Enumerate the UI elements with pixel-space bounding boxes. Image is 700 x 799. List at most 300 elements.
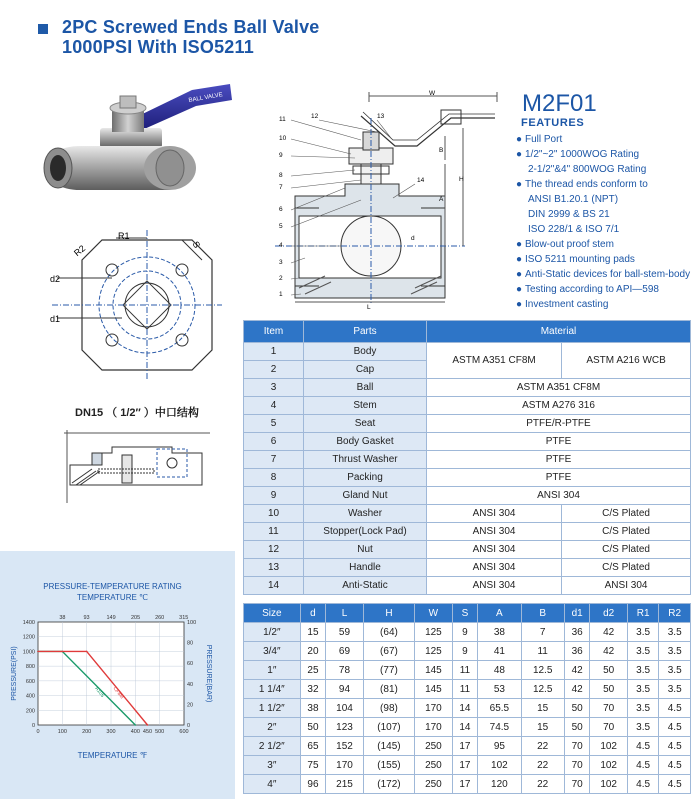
top-tick-label: 260: [155, 615, 165, 621]
table-cell: 3/4″: [244, 642, 301, 661]
callout-13: 13: [377, 113, 385, 120]
feature-item: [515, 192, 700, 207]
header-cell: B: [521, 604, 564, 623]
table-cell: Stem: [304, 397, 427, 415]
table-cell: 8: [244, 469, 304, 487]
feature-text: 2-1/2"&4" 800WOG Rating: [528, 164, 647, 175]
table-cell: 170: [415, 718, 452, 737]
table-cell: Seat: [304, 415, 427, 433]
features-title: FEATURES: [521, 117, 585, 129]
x-tick-label: 0: [36, 729, 40, 735]
feature-text: 1/2"~2" 1000WOG Rating: [525, 149, 640, 160]
bullet-icon: ●: [516, 269, 523, 280]
table-cell: 14: [452, 699, 478, 718]
table-cell: 3.5: [659, 623, 691, 642]
table-cell: 48: [478, 661, 521, 680]
table-cell: 4″: [244, 775, 301, 794]
table-cell: 13: [244, 559, 304, 577]
table-cell: C/S Plated: [562, 505, 691, 523]
table-cell: 102: [590, 756, 627, 775]
table-cell: 50: [590, 661, 627, 680]
feature-text: The thread ends conform to: [525, 179, 648, 190]
table-cell: C/S Plated: [562, 559, 691, 577]
table-row: [244, 541, 691, 559]
table-cell: ASTM A351 CF8M: [427, 343, 562, 379]
y-tick-label: 400: [25, 693, 35, 700]
header-cell: W: [415, 604, 452, 623]
header-cell: d: [300, 604, 326, 623]
table-cell: 7: [244, 451, 304, 469]
y-tick-label: 600: [25, 678, 35, 685]
feature-item: [515, 177, 700, 192]
table-cell: 1 1/4″: [244, 680, 301, 699]
table-cell: 152: [326, 737, 363, 756]
table-cell: (145): [363, 737, 415, 756]
table-row: [244, 775, 691, 794]
table-row: [244, 623, 691, 642]
table-cell: 4.5: [627, 775, 659, 794]
table-cell: 4.5: [659, 699, 691, 718]
x-tick-label: 500: [155, 729, 165, 735]
bullet-icon: ●: [516, 254, 523, 265]
material-table: [243, 320, 691, 595]
label-d2: d2: [50, 274, 61, 284]
table-cell: 22: [521, 756, 564, 775]
callout-number: 5: [279, 223, 283, 230]
table-cell: Ball: [304, 379, 427, 397]
x-tick-label: 450: [142, 729, 153, 735]
table-cell: 53: [478, 680, 521, 699]
data-point: [147, 724, 149, 726]
table-cell: 125: [415, 642, 452, 661]
table-cell: 3.5: [659, 680, 691, 699]
feature-text: ISO 228/1 & ISO 7/1: [528, 224, 620, 235]
y-tick-label: 1400: [22, 620, 35, 626]
table-cell: 9: [244, 487, 304, 505]
table-cell: 65: [300, 737, 326, 756]
table-row: [244, 487, 691, 505]
table-cell: ASTM A216 WCB: [562, 343, 691, 379]
callout-14: 14: [417, 177, 425, 184]
table-cell: (172): [363, 775, 415, 794]
header-cell: R2: [659, 604, 691, 623]
top-tick-label: 93: [83, 615, 90, 621]
table-cell: ANSI 304: [427, 541, 562, 559]
data-point: [135, 724, 137, 726]
table-cell: 78: [326, 661, 363, 680]
table-cell: PTFE: [427, 469, 691, 487]
feature-item: [515, 207, 700, 222]
feature-item: [515, 162, 700, 177]
table-cell: 22: [521, 775, 564, 794]
table-cell: 1: [244, 343, 304, 361]
feature-text: Full Port: [525, 134, 563, 145]
x-tick-label: 200: [82, 729, 92, 735]
top-tick-label: 205: [130, 615, 141, 621]
title-bullet: [38, 24, 48, 34]
feature-item: [515, 132, 700, 147]
right-tick-label: 100: [187, 620, 197, 626]
table-cell: 9: [452, 623, 478, 642]
y-tick-label: 1000: [22, 649, 35, 656]
table-cell: 250: [415, 756, 452, 775]
dimension-table-header: [244, 604, 691, 623]
table-cell: 1 1/2″: [244, 699, 301, 718]
table-cell: 69: [326, 642, 363, 661]
table-row: [244, 469, 691, 487]
table-cell: 145: [415, 661, 452, 680]
table-cell: 42: [564, 661, 590, 680]
table-cell: 104: [326, 699, 363, 718]
data-point: [86, 651, 88, 653]
right-tick-label: 40: [187, 681, 194, 688]
table-cell: Body Gasket: [304, 433, 427, 451]
callout-number: 11: [279, 116, 286, 123]
top-tick-label: 149: [106, 615, 116, 621]
header-cell: H: [363, 604, 415, 623]
table-cell: 3.5: [627, 642, 659, 661]
table-cell: 42: [590, 623, 627, 642]
label-d1: d1: [50, 314, 61, 324]
table-cell: 1″: [244, 661, 301, 680]
y-tick-label: 0: [31, 723, 35, 729]
table-row: [244, 642, 691, 661]
table-cell: (77): [363, 661, 415, 680]
bullet-icon: ●: [516, 299, 523, 310]
bullet-icon: ●: [516, 179, 523, 190]
table-cell: 3″: [244, 756, 301, 775]
dim-l: L: [367, 304, 371, 310]
table-cell: 74.5: [478, 718, 521, 737]
callout-number: 7: [279, 184, 283, 191]
table-row: [244, 737, 691, 756]
table-cell: 6: [244, 433, 304, 451]
bullet-icon: ●: [516, 149, 523, 160]
dimension-table: [243, 603, 691, 794]
table-cell: 20: [300, 642, 326, 661]
section-drawing: [265, 88, 505, 310]
table-cell: 4.5: [659, 756, 691, 775]
callout-number: 8: [279, 172, 283, 179]
bullet-icon: ●: [516, 239, 523, 250]
callout-numbers-left: [279, 116, 287, 298]
right-tick-label: 20: [187, 702, 194, 709]
table-cell: 11: [244, 523, 304, 541]
table-row: [244, 397, 691, 415]
table-row: [244, 433, 691, 451]
table-cell: 17: [452, 737, 478, 756]
table-cell: 50: [300, 718, 326, 737]
table-cell: 3.5: [627, 718, 659, 737]
table-cell: C/S Plated: [562, 523, 691, 541]
feature-item: [515, 252, 700, 267]
label-r2: R2: [72, 243, 88, 259]
table-cell: 70: [564, 756, 590, 775]
dim-a: A: [439, 196, 444, 203]
series-label: CF8M: [111, 685, 125, 701]
table-cell: 65.5: [478, 699, 521, 718]
header-cell: S: [452, 604, 478, 623]
table-cell: 12.5: [521, 661, 564, 680]
feature-item: [515, 282, 700, 297]
header-material: Material: [427, 321, 691, 343]
table-cell: Nut: [304, 541, 427, 559]
top-view-drawing: [42, 230, 227, 380]
table-cell: 4: [244, 397, 304, 415]
top-tick-label: 315: [179, 615, 189, 621]
y-tick-label: 200: [25, 708, 35, 715]
table-cell: 250: [415, 775, 452, 794]
feature-item: [515, 222, 700, 237]
handle-text: BALL VALVE: [188, 92, 224, 104]
table-cell: 12: [244, 541, 304, 559]
header-cell: d2: [590, 604, 627, 623]
header-cell: A: [478, 604, 521, 623]
y-tick-label: 800: [25, 664, 35, 671]
callout-number: 3: [279, 259, 283, 266]
table-cell: 2: [244, 361, 304, 379]
table-cell: 36: [564, 623, 590, 642]
table-cell: 102: [478, 756, 521, 775]
x-tick-label: 300: [106, 729, 116, 735]
top-tick-label: 38: [59, 615, 66, 621]
label-r1: R1: [118, 231, 130, 241]
right-tick-label: 60: [187, 661, 194, 668]
feature-text: ANSI B1.20.1 (NPT): [528, 194, 619, 205]
header-item: Item: [244, 321, 304, 343]
table-row: [244, 343, 691, 361]
table-cell: 170: [326, 756, 363, 775]
table-cell: 10: [244, 505, 304, 523]
table-cell: (67): [363, 642, 415, 661]
table-cell: 38: [300, 699, 326, 718]
callout-number: 10: [279, 135, 287, 142]
table-row: [244, 699, 691, 718]
feature-item: [515, 237, 700, 252]
table-cell: Body: [304, 343, 427, 361]
table-cell: 41: [478, 642, 521, 661]
header-cell: d1: [564, 604, 590, 623]
table-cell: 4.5: [659, 775, 691, 794]
table-cell: 96: [300, 775, 326, 794]
table-cell: Anti-Static: [304, 577, 427, 595]
table-cell: (98): [363, 699, 415, 718]
y-axis-label-right: PRESSURE(BAR): [205, 644, 212, 703]
table-cell: 50: [590, 680, 627, 699]
table-cell: 3.5: [659, 642, 691, 661]
table-cell: 59: [326, 623, 363, 642]
callout-number: 1: [279, 291, 283, 298]
bullet-icon: ●: [516, 134, 523, 145]
dn15-detail-drawing: [62, 425, 212, 505]
right-tick-label: 80: [187, 640, 194, 647]
y-tick-label: 1200: [22, 634, 35, 641]
table-cell: 3.5: [659, 661, 691, 680]
dim-h: H: [459, 176, 464, 183]
table-cell: ANSI 304: [427, 505, 562, 523]
table-cell: 1/2″: [244, 623, 301, 642]
table-cell: Washer: [304, 505, 427, 523]
feature-item: [515, 297, 700, 312]
feature-text: Blow-out proof stem: [525, 239, 614, 250]
x-tick-label: 600: [179, 729, 189, 735]
table-cell: ASTM A276 316: [427, 397, 691, 415]
table-cell: 70: [564, 737, 590, 756]
callout-12: 12: [311, 113, 319, 120]
features-list: [515, 132, 700, 312]
table-cell: PTFE/R-PTFE: [427, 415, 691, 433]
table-cell: 4.5: [627, 737, 659, 756]
table-cell: ASTM A351 CF8M: [427, 379, 691, 397]
feature-item: [515, 147, 700, 162]
table-cell: 14: [452, 718, 478, 737]
table-cell: 50: [564, 718, 590, 737]
table-cell: 42: [590, 642, 627, 661]
table-cell: 32: [300, 680, 326, 699]
table-cell: 14: [244, 577, 304, 595]
table-cell: 5: [244, 415, 304, 433]
table-cell: 125: [415, 623, 452, 642]
table-row: [244, 451, 691, 469]
table-cell: 123: [326, 718, 363, 737]
table-cell: Thrust Washer: [304, 451, 427, 469]
table-cell: 25: [300, 661, 326, 680]
header-cell: Size: [244, 604, 301, 623]
table-cell: (107): [363, 718, 415, 737]
table-row: [244, 379, 691, 397]
table-cell: 15: [521, 718, 564, 737]
table-cell: 120: [478, 775, 521, 794]
feature-text: Investment casting: [525, 299, 609, 310]
callout-number: 9: [279, 152, 283, 159]
feature-text: Anti-Static devices for ball-stem-body: [525, 269, 691, 280]
table-row: [244, 680, 691, 699]
page-title-line2: 1000PSI With ISO5211: [62, 37, 254, 57]
table-cell: 11: [452, 680, 478, 699]
table-cell: 94: [326, 680, 363, 699]
right-tick-label: 0: [187, 723, 191, 729]
table-cell: Gland Nut: [304, 487, 427, 505]
table-cell: 15: [521, 699, 564, 718]
callout-number: 2: [279, 275, 283, 282]
table-cell: 11: [452, 661, 478, 680]
table-cell: 7: [521, 623, 564, 642]
table-cell: 2″: [244, 718, 301, 737]
table-cell: 145: [415, 680, 452, 699]
material-table-header: [244, 321, 691, 343]
table-cell: Packing: [304, 469, 427, 487]
feature-item: [515, 267, 700, 282]
table-cell: 36: [564, 642, 590, 661]
table-cell: 38: [478, 623, 521, 642]
table-cell: PTFE: [427, 451, 691, 469]
bullet-icon: ●: [516, 284, 523, 295]
table-cell: 170: [415, 699, 452, 718]
table-cell: ANSI 304: [427, 523, 562, 541]
chart-xlabel: TEMPERATURE ℉: [77, 751, 148, 760]
table-cell: Handle: [304, 559, 427, 577]
table-cell: 102: [590, 775, 627, 794]
y-axis-label: PRESSURE(PSI): [11, 646, 18, 701]
table-row: [244, 661, 691, 680]
header-parts: Parts: [304, 321, 427, 343]
table-row: [244, 505, 691, 523]
header-cell: R1: [627, 604, 659, 623]
header-cell: L: [326, 604, 363, 623]
table-cell: 2 1/2″: [244, 737, 301, 756]
table-cell: Stopper(Lock Pad): [304, 523, 427, 541]
model-number: M2F01: [522, 90, 597, 117]
table-cell: 250: [415, 737, 452, 756]
table-cell: PTFE: [427, 433, 691, 451]
table-cell: ANSI 304: [562, 577, 691, 595]
table-cell: (155): [363, 756, 415, 775]
chart-subtitle: TEMPERATURE ℃: [76, 593, 149, 602]
label-s: S: [190, 239, 203, 250]
table-cell: 75: [300, 756, 326, 775]
table-cell: 3.5: [627, 623, 659, 642]
table-cell: 42: [564, 680, 590, 699]
x-tick-label: 100: [57, 729, 67, 735]
feature-text: DIN 2999 & BS 21: [528, 209, 610, 220]
table-row: [244, 415, 691, 433]
table-cell: 12.5: [521, 680, 564, 699]
table-cell: 3.5: [627, 661, 659, 680]
table-cell: 17: [452, 775, 478, 794]
table-cell: 3.5: [627, 699, 659, 718]
page-title-line1: 2PC Screwed Ends Ball Valve: [62, 17, 320, 37]
callout-number: 4: [279, 242, 283, 249]
table-cell: 70: [590, 699, 627, 718]
series-label: A105: [93, 685, 106, 699]
table-cell: 17: [452, 756, 478, 775]
table-cell: 9: [452, 642, 478, 661]
table-cell: C/S Plated: [562, 541, 691, 559]
data-point: [37, 651, 39, 653]
table-cell: 4.5: [659, 737, 691, 756]
table-cell: ANSI 304: [427, 487, 691, 505]
table-cell: 95: [478, 737, 521, 756]
table-cell: 22: [521, 737, 564, 756]
table-cell: Cap: [304, 361, 427, 379]
callout-number: 6: [279, 206, 283, 213]
feature-text: Testing according to API—598: [525, 284, 659, 295]
table-cell: 70: [564, 775, 590, 794]
table-cell: 102: [590, 737, 627, 756]
table-cell: 4.5: [659, 718, 691, 737]
x-tick-label: 400: [130, 729, 140, 735]
table-cell: 3: [244, 379, 304, 397]
table-cell: 11: [521, 642, 564, 661]
feature-text: ISO 5211 mounting pads: [525, 254, 635, 265]
table-row: [244, 718, 691, 737]
table-cell: (81): [363, 680, 415, 699]
table-row: [244, 577, 691, 595]
dim-d: d: [411, 235, 415, 242]
dn15-label: DN15 （ 1/2″ ）中口结构: [75, 407, 199, 419]
valve-photo: [40, 78, 240, 213]
table-cell: 50: [564, 699, 590, 718]
table-row: [244, 559, 691, 577]
table-cell: 3.5: [627, 680, 659, 699]
chart-title: PRESSURE-TEMPERATURE RATING: [43, 582, 182, 591]
dim-b: B: [439, 147, 444, 154]
table-cell: 70: [590, 718, 627, 737]
table-row: [244, 756, 691, 775]
table-cell: ANSI 304: [427, 577, 562, 595]
table-cell: 215: [326, 775, 363, 794]
table-cell: 15: [300, 623, 326, 642]
